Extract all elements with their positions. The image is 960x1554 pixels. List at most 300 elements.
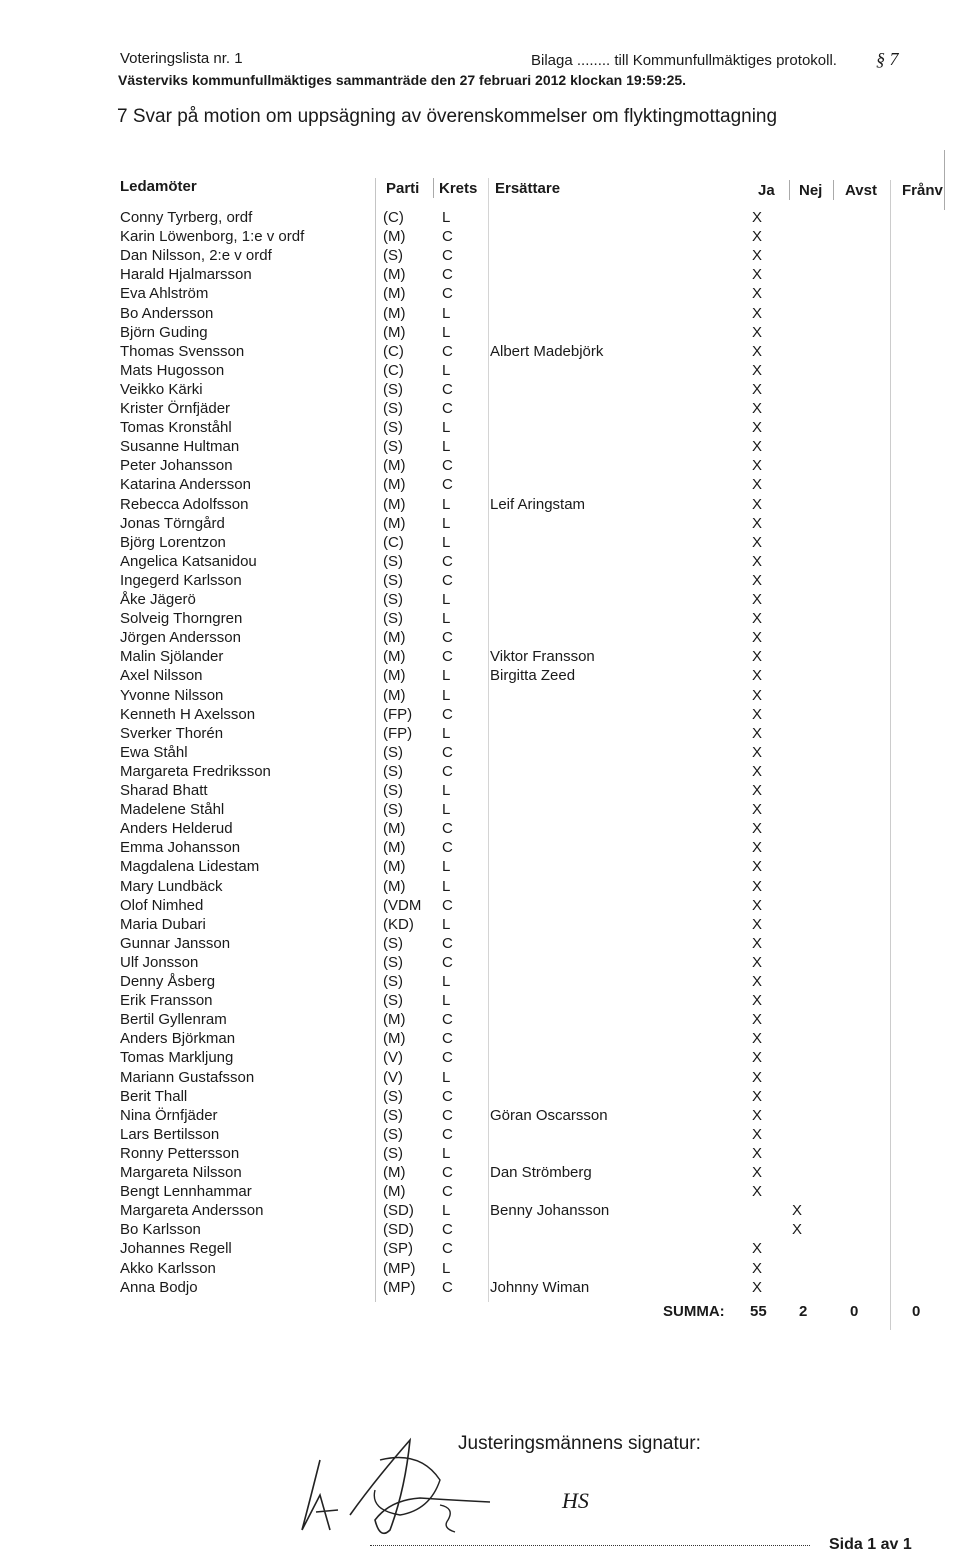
member-name: Maria Dubari [120, 915, 206, 933]
member-name: Bertil Gyllenram [120, 1011, 227, 1029]
member-district: L [442, 1202, 451, 1220]
member-name: Malin Sjölander [120, 648, 224, 666]
vote-ja: X [752, 934, 763, 952]
col-nej: Nej [799, 182, 823, 199]
member-district: C [442, 1030, 453, 1048]
member-name: Mary Lundbäck [120, 877, 223, 895]
table-row [0, 820, 960, 839]
table-row [0, 1088, 960, 1107]
col-ersattare: Ersättare [495, 180, 561, 197]
member-party: (M) [383, 304, 406, 322]
table-row [0, 1221, 960, 1240]
member-district: C [442, 705, 453, 723]
member-substitute: Albert Madebjörk [490, 342, 604, 360]
member-party: (S) [383, 973, 403, 990]
vote-ja: X [752, 1087, 763, 1105]
member-name: Eva Ahlström [120, 285, 209, 303]
vote-ja: X [752, 419, 763, 437]
member-party: (M) [383, 1030, 406, 1048]
member-name: Nina Örnfjäder [120, 1106, 218, 1124]
table-row [0, 228, 960, 247]
member-name: Kenneth H Axelsson [120, 705, 256, 723]
member-district: C [442, 247, 453, 265]
table-row [0, 897, 960, 916]
vote-ja: X [752, 1259, 763, 1277]
member-district: C [442, 285, 453, 303]
vote-ja: X [752, 1183, 763, 1201]
member-name: Sverker Thorén [120, 724, 224, 742]
member-district: C [442, 1164, 453, 1181]
vote-ja: X [752, 476, 763, 494]
table-row [0, 744, 960, 763]
vote-ja: X [752, 896, 763, 914]
vote-ja: X [752, 1278, 763, 1296]
table-row [0, 763, 960, 782]
member-name: Veikko Kärki [120, 380, 203, 398]
member-name: Lars Bertilsson [120, 1125, 220, 1143]
member-substitute: Johnny Wiman [490, 1278, 590, 1296]
member-party: (S) [383, 743, 403, 761]
handwritten-signature [280, 1420, 500, 1550]
bilaga-text: Bilaga ........ till Kommunfullmäktiges protokoll. [531, 52, 837, 69]
member-district: C [442, 1125, 453, 1143]
member-party: (M) [383, 285, 406, 303]
member-district: L [442, 514, 451, 532]
member-name: Dan Nilsson, 2:e v ordf [120, 247, 272, 265]
table-row [0, 954, 960, 973]
vote-ja: X [752, 209, 763, 226]
table-row [0, 591, 960, 610]
table-row [0, 839, 960, 858]
member-party: (M) [383, 323, 406, 341]
vote-ja: X [752, 1030, 763, 1048]
member-district: L [442, 877, 451, 895]
member-district: L [442, 724, 451, 742]
summa-label: SUMMA: [663, 1303, 725, 1320]
member-party: (S) [383, 801, 403, 819]
table-row [0, 1030, 960, 1049]
member-name: Mats Hugosson [120, 361, 225, 379]
member-district: C [442, 571, 453, 589]
table-row [0, 648, 960, 667]
member-party: (S) [383, 419, 403, 437]
table-row [0, 419, 960, 438]
member-party: (FP) [383, 724, 413, 742]
member-name: Ulf Jonsson [120, 953, 199, 971]
member-district: L [442, 209, 451, 226]
member-name: Anna Bodjo [120, 1278, 198, 1296]
member-district: L [442, 304, 451, 322]
table-row [0, 687, 960, 706]
page-number: Sida 1 av 1 [829, 1536, 912, 1553]
member-party: (S) [383, 934, 403, 952]
member-district: C [442, 457, 453, 475]
member-name: Tomas Kronståhl [120, 419, 232, 437]
table-row [0, 1164, 960, 1183]
vote-ja: X [752, 1011, 763, 1029]
member-party: (S) [383, 782, 403, 799]
member-party: (S) [383, 1125, 403, 1143]
vote-ja: X [752, 1144, 763, 1162]
member-party: (M) [383, 686, 406, 704]
table-row [0, 266, 960, 285]
table-row [0, 1202, 960, 1221]
member-party: (M) [383, 457, 406, 475]
vote-ja: X [752, 400, 763, 417]
member-name: Anders Helderud [120, 820, 233, 838]
member-name: Margareta Fredriksson [120, 762, 271, 780]
vote-ja: X [752, 1164, 763, 1181]
member-district: C [442, 648, 453, 666]
member-district: C [442, 1011, 453, 1029]
table-row [0, 782, 960, 801]
member-district: L [442, 1068, 451, 1086]
member-district: L [442, 438, 451, 456]
member-party: (M) [383, 629, 406, 647]
member-substitute: Dan Strömberg [490, 1164, 592, 1181]
member-substitute: Viktor Fransson [490, 648, 595, 666]
member-district: C [442, 953, 453, 971]
table-row [0, 457, 960, 476]
column-divider [789, 180, 790, 200]
table-row [0, 801, 960, 820]
member-name: Bo Karlsson [120, 1221, 201, 1239]
vote-ja: X [752, 304, 763, 322]
page-title: 7 Svar på motion om uppsägning av överenskommelser om flyktingmottagning [117, 106, 778, 127]
member-party: (C) [383, 361, 404, 379]
member-party: (S) [383, 552, 403, 570]
member-name: Johannes Regell [120, 1240, 232, 1258]
vote-ja: X [752, 820, 763, 838]
table-row [0, 438, 960, 457]
col-parti: Parti [386, 180, 420, 197]
table-row [0, 247, 960, 266]
member-party: (M) [383, 1011, 406, 1029]
member-party: (S) [383, 953, 403, 971]
member-district: C [442, 934, 453, 952]
vote-ja: X [752, 648, 763, 666]
member-party: (S) [383, 380, 403, 398]
vote-ja: X [752, 495, 763, 513]
vote-ja: X [752, 571, 763, 589]
table-row [0, 381, 960, 400]
member-name: Jörgen Andersson [120, 629, 241, 647]
member-name: Bengt Lennhammar [120, 1183, 252, 1201]
table-row [0, 1279, 960, 1298]
member-party: (M) [383, 495, 406, 513]
meeting-line: Västerviks kommunfullmäktiges sammanträde den 27 februari 2012 klockan 19:59:25. [118, 72, 687, 88]
member-district: L [442, 1259, 451, 1277]
col-ja: Ja [758, 182, 775, 199]
member-name: Bo Andersson [120, 304, 214, 322]
table-row [0, 1240, 960, 1259]
summa-ja: 55 [750, 1303, 767, 1320]
table-row [0, 553, 960, 572]
member-district: C [442, 1278, 453, 1296]
member-district: L [442, 610, 451, 628]
member-district: C [442, 896, 453, 914]
vote-ja: X [752, 247, 763, 265]
member-district: C [442, 762, 453, 780]
member-name: Harald Hjalmarsson [120, 266, 252, 284]
vote-ja: X [752, 992, 763, 1010]
member-name: Jonas Törngård [120, 514, 225, 532]
table-row [0, 667, 960, 686]
member-name: Berit Thall [120, 1087, 188, 1105]
table-row [0, 1049, 960, 1068]
member-party: (M) [383, 858, 406, 876]
table-row [0, 878, 960, 897]
list-number: Voteringslista nr. 1 [120, 50, 243, 67]
table-row [0, 1126, 960, 1145]
vote-ja: X [752, 552, 763, 570]
initials-signature: HS [562, 1488, 589, 1513]
member-district: C [442, 380, 453, 398]
table-row [0, 476, 960, 495]
member-district: C [442, 266, 453, 284]
vote-ja: X [752, 686, 763, 704]
table-row [0, 572, 960, 591]
member-party: (MP) [383, 1259, 416, 1277]
member-name: Ewa Ståhl [120, 743, 188, 761]
vote-ja: X [752, 514, 763, 532]
member-party: (M) [383, 228, 406, 246]
paragraph-mark: § 7 [876, 49, 899, 69]
member-district: C [442, 629, 453, 647]
member-party: (S) [383, 591, 403, 608]
vote-ja: X [752, 762, 763, 780]
vote-ja: X [752, 743, 763, 761]
member-name: Ingegerd Karlsson [120, 571, 242, 589]
vote-ja: X [752, 724, 763, 742]
member-party: (M) [383, 1183, 406, 1201]
member-party: (S) [383, 1087, 403, 1105]
member-name: Angelica Katsanidou [120, 552, 257, 570]
member-substitute: Leif Aringstam [490, 495, 586, 513]
member-district: L [442, 973, 451, 990]
vote-ja: X [752, 457, 763, 475]
member-district: C [442, 1221, 453, 1239]
vote-ja: X [752, 953, 763, 971]
member-district: C [442, 228, 453, 246]
vote-nej: X [792, 1221, 803, 1239]
member-district: L [442, 686, 451, 704]
column-divider [433, 178, 434, 198]
member-district: C [442, 1183, 453, 1201]
signature-line [370, 1545, 810, 1546]
vote-ja: X [752, 877, 763, 895]
table-row [0, 496, 960, 515]
member-party: (M) [383, 877, 406, 895]
member-name: Ronny Pettersson [120, 1144, 240, 1162]
member-name: Björg Lorentzon [120, 533, 226, 551]
member-party: (KD) [383, 915, 414, 933]
vote-ja: X [752, 1125, 763, 1143]
col-franv: Frånv [902, 182, 943, 199]
member-district: L [442, 419, 451, 437]
vote-ja: X [752, 858, 763, 876]
member-district: C [442, 1240, 453, 1258]
member-name: Krister Örnfjäder [120, 400, 231, 417]
member-district: L [442, 667, 451, 685]
col-ledamoter: Ledamöter [120, 178, 197, 195]
member-name: Margareta Andersson [120, 1202, 264, 1220]
member-district: C [442, 1049, 453, 1067]
summa-franv: 0 [912, 1303, 921, 1320]
member-district: L [442, 1144, 451, 1162]
table-row [0, 973, 960, 992]
vote-ja: X [752, 438, 763, 456]
vote-ja: X [752, 228, 763, 246]
member-district: L [442, 361, 451, 379]
member-party: (S) [383, 571, 403, 589]
vote-ja: X [752, 533, 763, 551]
member-party: (C) [383, 533, 404, 551]
vote-ja: X [752, 1240, 763, 1258]
vote-ja: X [752, 342, 763, 360]
member-district: C [442, 552, 453, 570]
table-row [0, 343, 960, 362]
member-name: Olof Nimhed [120, 896, 204, 914]
member-district: C [442, 476, 453, 494]
table-row [0, 629, 960, 648]
member-district: C [442, 743, 453, 761]
col-avst: Avst [845, 182, 877, 199]
member-name: Peter Johansson [120, 457, 233, 475]
table-row [0, 515, 960, 534]
member-party: (M) [383, 820, 406, 838]
table-row [0, 400, 960, 419]
vote-ja: X [752, 973, 763, 990]
member-district: L [442, 591, 451, 608]
member-party: (SD) [383, 1202, 414, 1220]
table-row [0, 1107, 960, 1126]
vote-ja: X [752, 361, 763, 379]
member-party: (SD) [383, 1221, 414, 1239]
member-district: L [442, 323, 451, 341]
table-row [0, 285, 960, 304]
member-name: Denny Åsberg [120, 973, 216, 990]
member-party: (S) [383, 610, 403, 628]
member-district: C [442, 839, 453, 857]
vote-ja: X [752, 629, 763, 647]
table-row [0, 362, 960, 381]
member-party: (S) [383, 400, 403, 417]
vote-ja: X [752, 801, 763, 819]
table-row [0, 1145, 960, 1164]
vote-ja: X [752, 839, 763, 857]
member-district: L [442, 533, 451, 551]
vote-ja: X [752, 705, 763, 723]
member-district: L [442, 858, 451, 876]
member-district: C [442, 400, 453, 417]
member-substitute: Benny Johansson [490, 1202, 610, 1220]
member-district: L [442, 915, 451, 933]
member-party: (M) [383, 514, 406, 532]
member-name: Susanne Hultman [120, 438, 240, 456]
table-row [0, 1011, 960, 1030]
column-divider [833, 180, 834, 200]
member-name: Tomas Markljung [120, 1049, 234, 1067]
vote-ja: X [752, 1068, 763, 1086]
member-party: (VDM [383, 896, 422, 914]
table-row [0, 935, 960, 954]
member-name: Emma Johansson [120, 839, 241, 857]
vote-ja: X [752, 915, 763, 933]
member-name: Gunnar Jansson [120, 934, 231, 952]
vote-ja: X [752, 266, 763, 284]
table-row [0, 305, 960, 324]
member-party: (S) [383, 762, 403, 780]
member-party: (V) [383, 1049, 403, 1067]
table-row [0, 1183, 960, 1202]
column-divider [944, 150, 945, 210]
table-row [0, 992, 960, 1011]
vote-ja: X [752, 667, 763, 685]
member-party: (V) [383, 1068, 403, 1086]
member-district: C [442, 1106, 453, 1124]
member-name: Karin Löwenborg, 1:e v ordf [120, 228, 305, 246]
member-name: Thomas Svensson [120, 342, 245, 360]
member-name: Magdalena Lidestam [120, 858, 260, 876]
member-name: Åke Jägerö [120, 591, 196, 608]
member-district: C [442, 342, 453, 360]
table-row [0, 725, 960, 744]
member-party: (S) [383, 247, 403, 265]
member-party: (C) [383, 342, 404, 360]
member-district: C [442, 1087, 453, 1105]
table-row [0, 1260, 960, 1279]
table-row [0, 209, 960, 228]
member-district: L [442, 782, 451, 799]
member-party: (C) [383, 209, 404, 226]
vote-ja: X [752, 1049, 763, 1067]
summa-avst: 0 [850, 1303, 859, 1320]
member-party: (S) [383, 1144, 403, 1162]
member-party: (M) [383, 839, 406, 857]
member-party: (SP) [383, 1240, 413, 1258]
member-name: Axel Nilsson [120, 667, 203, 685]
member-name: Rebecca Adolfsson [120, 495, 249, 513]
summa-nej: 2 [799, 1303, 808, 1320]
member-party: (M) [383, 476, 406, 494]
vote-ja: X [752, 782, 763, 799]
member-substitute: Birgitta Zeed [490, 667, 576, 685]
member-party: (M) [383, 667, 406, 685]
vote-ja: X [752, 1106, 763, 1124]
table-row [0, 534, 960, 553]
member-name: Conny Tyrberg, ordf [120, 209, 253, 226]
member-name: Solveig Thorngren [120, 610, 243, 628]
table-row [0, 324, 960, 343]
member-district: L [442, 495, 451, 513]
col-krets: Krets [439, 180, 478, 197]
member-party: (S) [383, 992, 403, 1010]
member-name: Sharad Bhatt [120, 782, 208, 799]
table-row [0, 916, 960, 935]
member-name: Akko Karlsson [120, 1259, 216, 1277]
vote-ja: X [752, 323, 763, 341]
member-name: Katarina Andersson [120, 476, 251, 494]
member-district: L [442, 801, 451, 819]
member-party: (FP) [383, 705, 413, 723]
member-district: L [442, 992, 451, 1010]
member-party: (M) [383, 648, 406, 666]
member-party: (S) [383, 1106, 403, 1124]
table-row [0, 706, 960, 725]
member-party: (MP) [383, 1278, 416, 1296]
table-row [0, 610, 960, 629]
